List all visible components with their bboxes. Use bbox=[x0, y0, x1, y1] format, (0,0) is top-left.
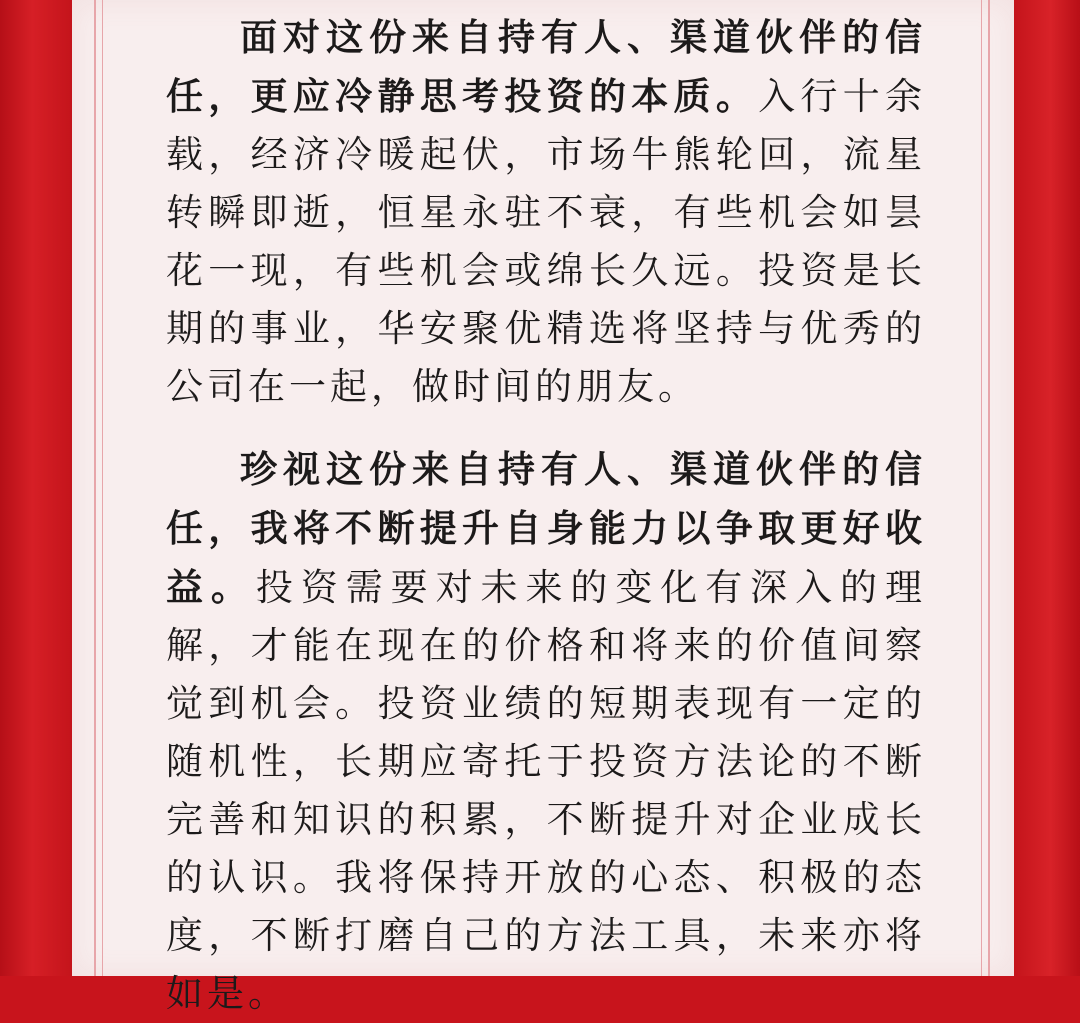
letter-paper bbox=[72, 0, 1014, 1015]
paragraph-2-body: 投资需要对未来的变化有深入的理解，才能在现在的价格和将来的价值间察觉到机会。投资业绩的短期表现有一定的随机性，长期应寄托于投资方法论的不断完善和知识的积累，不断提升对企业成长的认识。我将保持开放的心态、积极的态度，不断打磨自己的方法工具，未来亦将如是。 bbox=[166, 566, 926, 1015]
left-border-line-inner bbox=[102, 0, 103, 976]
right-red-border bbox=[1014, 0, 1080, 976]
left-red-border bbox=[0, 0, 72, 976]
letter-body bbox=[166, 8, 926, 1023]
paragraph-1 bbox=[166, 8, 926, 416]
paragraph-2-lead: 珍视这份来自持有人、渠道伙伴的信任，我将不断提升自身能力以争取更好收益。 bbox=[166, 447, 926, 609]
right-border-line bbox=[988, 0, 990, 976]
right-border-line-inner bbox=[981, 0, 982, 976]
paragraph-1-lead: 面对这份来自持有人、渠道伙伴的信任，更应冷静思考投资的本质。 bbox=[166, 15, 926, 118]
paragraph-2 bbox=[166, 440, 926, 1023]
left-border-line bbox=[94, 0, 96, 976]
paragraph-1-body: 入行十余载，经济冷暖起伏，市场牛熊轮回，流星转瞬即逝，恒星永驻不衰，有些机会如昙花一现，有些机会或绵长久远。投资是长期的事业，华安聚优精选将坚持与优秀的公司在一起，做时间的朋友。 bbox=[166, 75, 927, 408]
